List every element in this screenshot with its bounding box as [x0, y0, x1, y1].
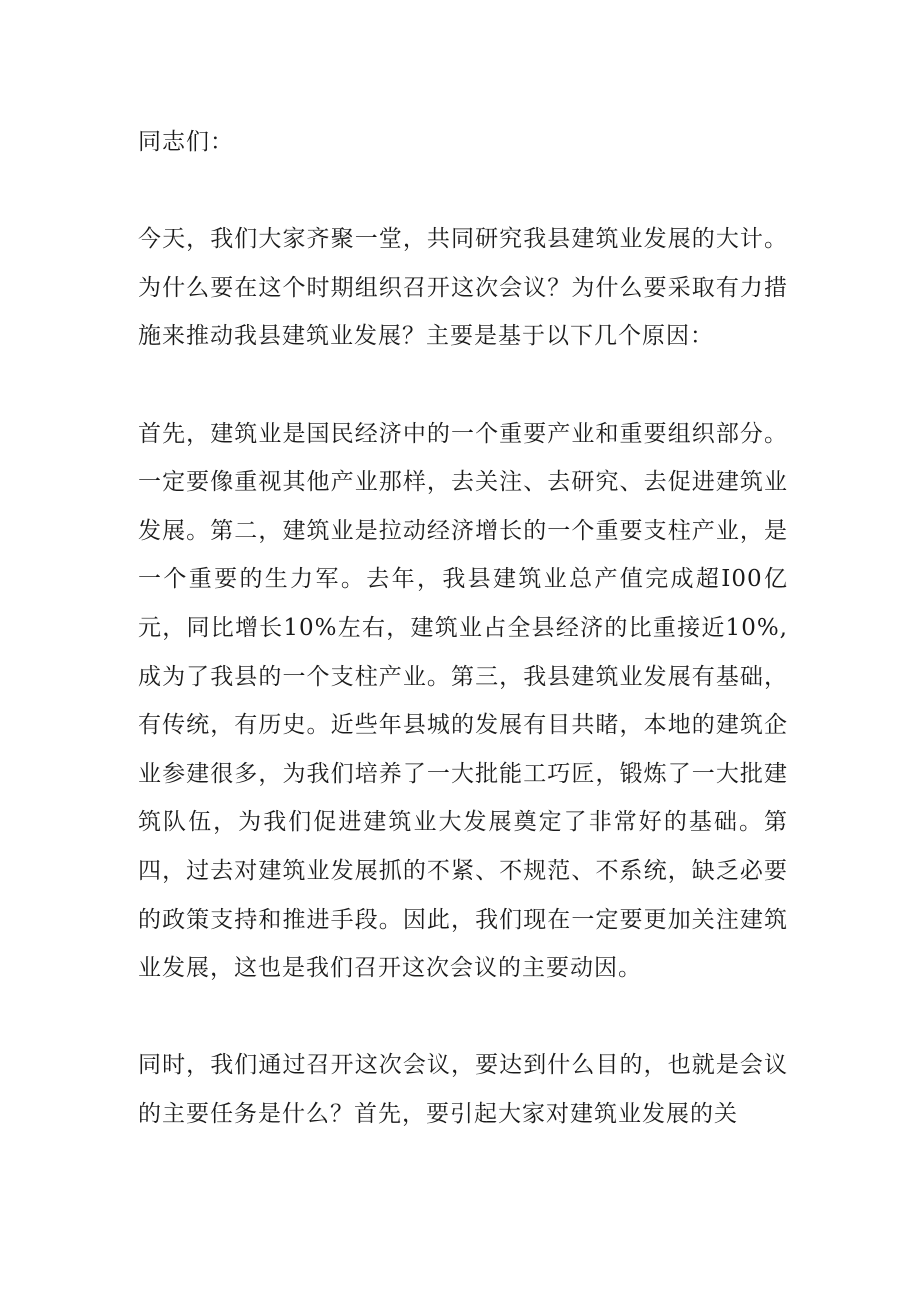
paragraph-opening: 今天，我们大家齐聚一堂，共同研究我县建筑业发展的大计。为什么要在这个时期组织召开这次会议？为什么要采取有力措施来推动我县建筑业发展？主要是基于以下几个原因：: [138, 226, 788, 350]
paragraph-reasons: 首先，建筑业是国民经济中的一个重要产业和重要组织部分。一定要像重视其他产业那样，去关注、去研究、去促进建筑业发展。第二，建筑业是拉动经济增长的一个重要支柱产业，是一个重要的生力军。去年，我县建筑业总产值完成超I00亿元，同比增长10%左右，建筑业占全县经济的比重接近10%,成为了我县的一个支柱产业。第三，我县建筑业发展有基础，有传统，有历史。近些年县城的发展有目共睹，本地的建筑企业参建很多，为我们培养了一大批能工巧匠，锻炼了一大批建筑队伍，为我们促进建筑业大发展奠定了非常好的基础。第四，过去对建筑业发展抓的不紧、不规范、不系统，缺乏必要的政策支持和推进手段。因此，我们现在一定要更加关注建筑业发展，这也是我们召开这次会议的主要动因。: [138, 420, 788, 982]
salutation: 同志们：: [138, 129, 234, 155]
document-body: [138, 118, 788, 1138]
paragraph-goals: 同时，我们通过召开这次会议，要达到什么目的，也就是会议的主要任务是什么？首先，要引起大家对建筑业发展的关: [138, 1052, 788, 1127]
